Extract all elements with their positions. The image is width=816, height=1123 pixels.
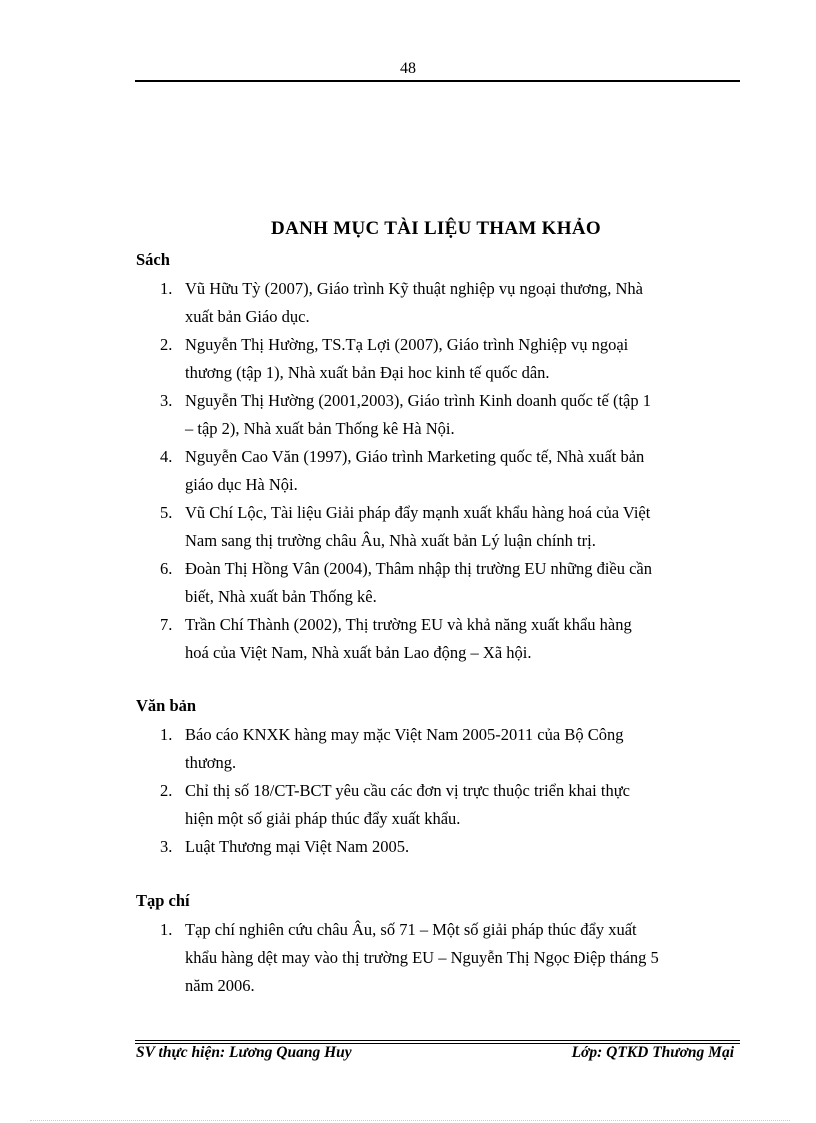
- item-number: 4.: [160, 447, 173, 466]
- list-item: [150, 331, 740, 387]
- section-heading-journals: Tạp chí: [136, 891, 190, 910]
- list-item: [150, 499, 740, 555]
- item-line: xuất bản Giáo dục.: [185, 307, 310, 326]
- item-line: Nguyễn Thị Hường, TS.Tạ Lợi (2007), Giáo trình Nghiệp vụ ngoại: [185, 335, 629, 354]
- list-item: [150, 555, 740, 611]
- list-item: [150, 387, 740, 443]
- item-line: Luật Thương mại Việt Nam 2005.: [185, 837, 410, 856]
- item-number: 3.: [160, 391, 173, 410]
- footer-class: Lớp: QTKD Thương Mại: [571, 1044, 734, 1061]
- item-line: hoá của Việt Nam, Nhà xuất bản Lao động – Xã hội.: [185, 643, 532, 662]
- item-number: 1.: [160, 920, 173, 939]
- item-line: Nguyễn Cao Văn (1997), Giáo trình Marketing quốc tế, Nhà xuất bản: [185, 447, 645, 466]
- item-line: thương (tập 1), Nhà xuất bản Đại hoc kinh tế quốc dân.: [185, 363, 550, 382]
- item-line: Vũ Chí Lộc, Tài liệu Giải pháp đẩy mạnh xuất khẩu hàng hoá của Việt: [185, 503, 651, 522]
- item-number: 5.: [160, 503, 173, 522]
- item-line: biết, Nhà xuất bản Thống kê.: [185, 587, 377, 606]
- item-number: 2.: [160, 781, 173, 800]
- list-item: [150, 611, 740, 667]
- header-rule: [135, 80, 740, 82]
- page-number: 48: [400, 60, 416, 77]
- item-line: hiện một số giải pháp thúc đẩy xuất khẩu.: [185, 809, 461, 828]
- item-line: Báo cáo KNXK hàng may mặc Việt Nam 2005-2011 của Bộ Công: [185, 725, 624, 744]
- list-item: [150, 721, 740, 777]
- item-line: Chỉ thị số 18/CT-BCT yêu cầu các đơn vị trực thuộc triển khai thực: [185, 781, 630, 800]
- item-number: 2.: [160, 335, 173, 354]
- item-line: – tập 2), Nhà xuất bản Thống kê Hà Nội.: [185, 419, 455, 438]
- item-line: Nam sang thị trường châu Âu, Nhà xuất bản Lý luận chính trị.: [185, 531, 596, 550]
- item-number: 6.: [160, 559, 173, 578]
- books-list: [150, 275, 740, 667]
- list-item: [150, 443, 740, 499]
- item-line: khẩu hàng dệt may vào thị trường EU – Nguyễn Thị Ngọc Điệp tháng 5: [185, 948, 659, 967]
- section-heading-documents: Văn bản: [136, 696, 197, 715]
- item-number: 1.: [160, 725, 173, 744]
- section-heading-books: Sách: [136, 250, 170, 269]
- page-edge: [30, 1120, 790, 1121]
- item-line: Đoàn Thị Hồng Vân (2004), Thâm nhập thị trường EU những điều cần: [185, 559, 652, 578]
- documents-list: [150, 721, 740, 861]
- journals-list: [150, 916, 740, 1000]
- item-number: 1.: [160, 279, 173, 298]
- item-line: năm 2006.: [185, 976, 255, 995]
- footer-rule: [135, 1040, 740, 1041]
- list-item: [150, 777, 740, 833]
- list-item: [150, 833, 740, 861]
- footer-student: SV thực hiện: Lương Quang Huy: [136, 1044, 352, 1061]
- list-item: [150, 275, 740, 331]
- list-item: [150, 916, 740, 1000]
- item-line: thương.: [185, 753, 237, 772]
- page-title: DANH MỤC TÀI LIỆU THAM KHẢO: [271, 218, 601, 239]
- item-line: Nguyễn Thị Hường (2001,2003), Giáo trình Kinh doanh quốc tế (tập 1: [185, 391, 651, 410]
- item-line: Tạp chí nghiên cứu châu Âu, số 71 – Một số giải pháp thúc đẩy xuất: [185, 920, 637, 939]
- item-line: Trần Chí Thành (2002), Thị trường EU và khả năng xuất khẩu hàng: [185, 615, 632, 634]
- item-number: 3.: [160, 837, 173, 856]
- item-number: 7.: [160, 615, 173, 634]
- item-line: Vũ Hữu Tỳ (2007), Giáo trình Kỹ thuật nghiệp vụ ngoại thương, Nhà: [185, 279, 643, 298]
- item-line: giáo dục Hà Nội.: [185, 475, 298, 494]
